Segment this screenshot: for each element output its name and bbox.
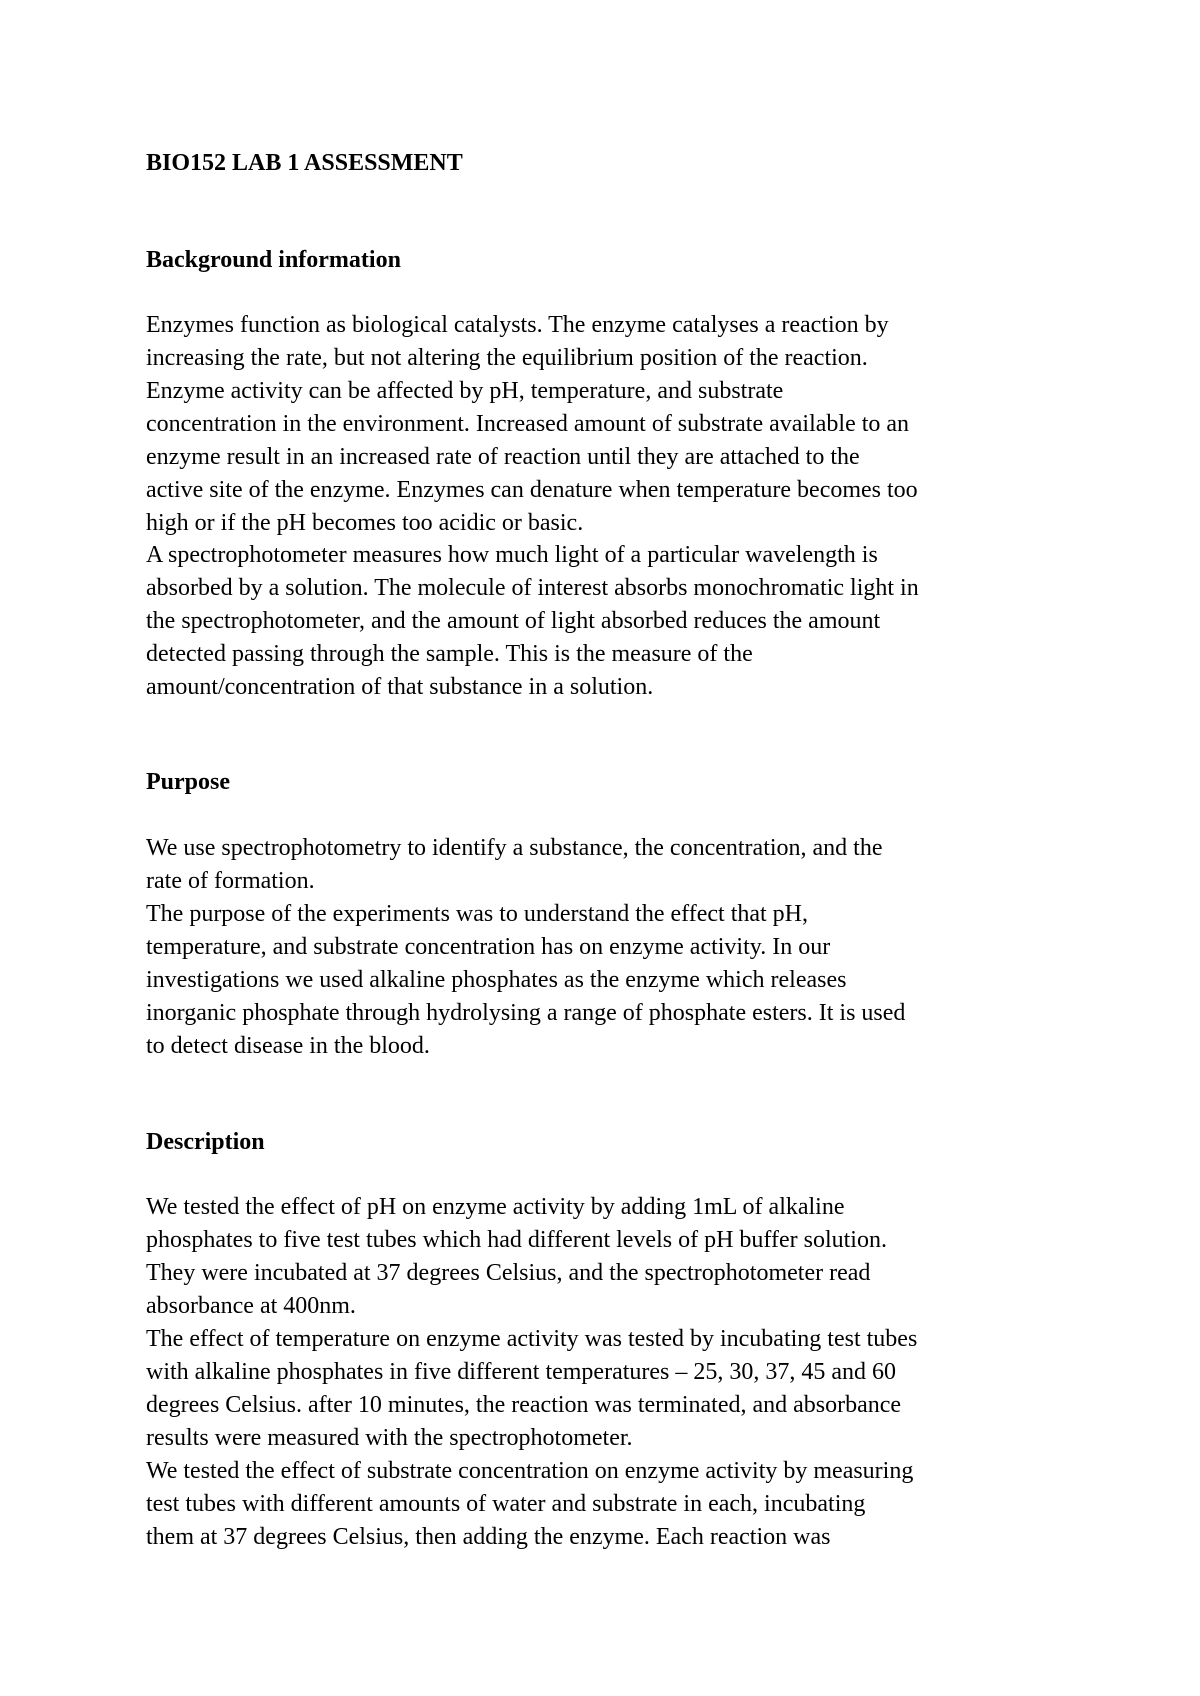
description-line: degrees Celsius. after 10 minutes, the reaction was terminated, and absorbance	[146, 1392, 902, 1418]
background-line: concentration in the environment. Increased amount of substrate available to an	[146, 411, 910, 437]
purpose-line: The purpose of the experiments was to understand the effect that pH,	[146, 901, 809, 927]
background-line: enzyme result in an increased rate of reaction until they are attached to the	[146, 444, 860, 470]
purpose-heading: Purpose	[146, 769, 230, 795]
background-line: Enzyme activity can be affected by pH, temperature, and substrate	[146, 378, 784, 404]
background-line: the spectrophotometer, and the amount of light absorbed reduces the amount	[146, 608, 881, 634]
background-line: high or if the pH becomes too acidic or basic.	[146, 510, 584, 536]
description-line: We tested the effect of pH on enzyme activity by adding 1mL of alkaline	[146, 1194, 845, 1220]
description-line: them at 37 degrees Celsius, then adding the enzyme. Each reaction was	[146, 1524, 831, 1550]
description-line: absorbance at 400nm.	[146, 1293, 356, 1319]
purpose-line: rate of formation.	[146, 868, 315, 894]
background-line: active site of the enzyme. Enzymes can denature when temperature becomes too	[146, 477, 918, 503]
background-line: A spectrophotometer measures how much light of a particular wavelength is	[146, 542, 878, 568]
purpose-line: inorganic phosphate through hydrolysing a range of phosphate esters. It is used	[146, 1000, 906, 1026]
description-line: with alkaline phosphates in five different temperatures – 25, 30, 37, 45 and 60	[146, 1359, 897, 1385]
background-line: detected passing through the sample. This is the measure of the	[146, 641, 753, 667]
description-line: results were measured with the spectrophotometer.	[146, 1425, 633, 1451]
background-line: absorbed by a solution. The molecule of interest absorbs monochromatic light in	[146, 575, 919, 601]
purpose-line: We use spectrophotometry to identify a substance, the concentration, and the	[146, 835, 883, 861]
background-line: Enzymes function as biological catalysts. The enzyme catalyses a reaction by	[146, 312, 889, 338]
description-line: phosphates to five test tubes which had different levels of pH buffer solution.	[146, 1227, 887, 1253]
background-heading: Background information	[146, 247, 401, 273]
background-line: increasing the rate, but not altering the equilibrium position of the reaction.	[146, 345, 868, 371]
document-title: BIO152 LAB 1 ASSESSMENT	[146, 150, 463, 176]
purpose-line: to detect disease in the blood.	[146, 1033, 430, 1059]
description-line: test tubes with different amounts of water and substrate in each, incubating	[146, 1491, 866, 1517]
description-line: The effect of temperature on enzyme activity was tested by incubating test tubes	[146, 1326, 918, 1352]
purpose-line: temperature, and substrate concentration has on enzyme activity. In our	[146, 934, 831, 960]
description-line: We tested the effect of substrate concentration on enzyme activity by measuring	[146, 1458, 914, 1484]
purpose-line: investigations we used alkaline phosphates as the enzyme which releases	[146, 967, 847, 993]
description-heading: Description	[146, 1129, 265, 1155]
background-line: amount/concentration of that substance in a solution.	[146, 674, 654, 700]
description-line: They were incubated at 37 degrees Celsius, and the spectrophotometer read	[146, 1260, 871, 1286]
